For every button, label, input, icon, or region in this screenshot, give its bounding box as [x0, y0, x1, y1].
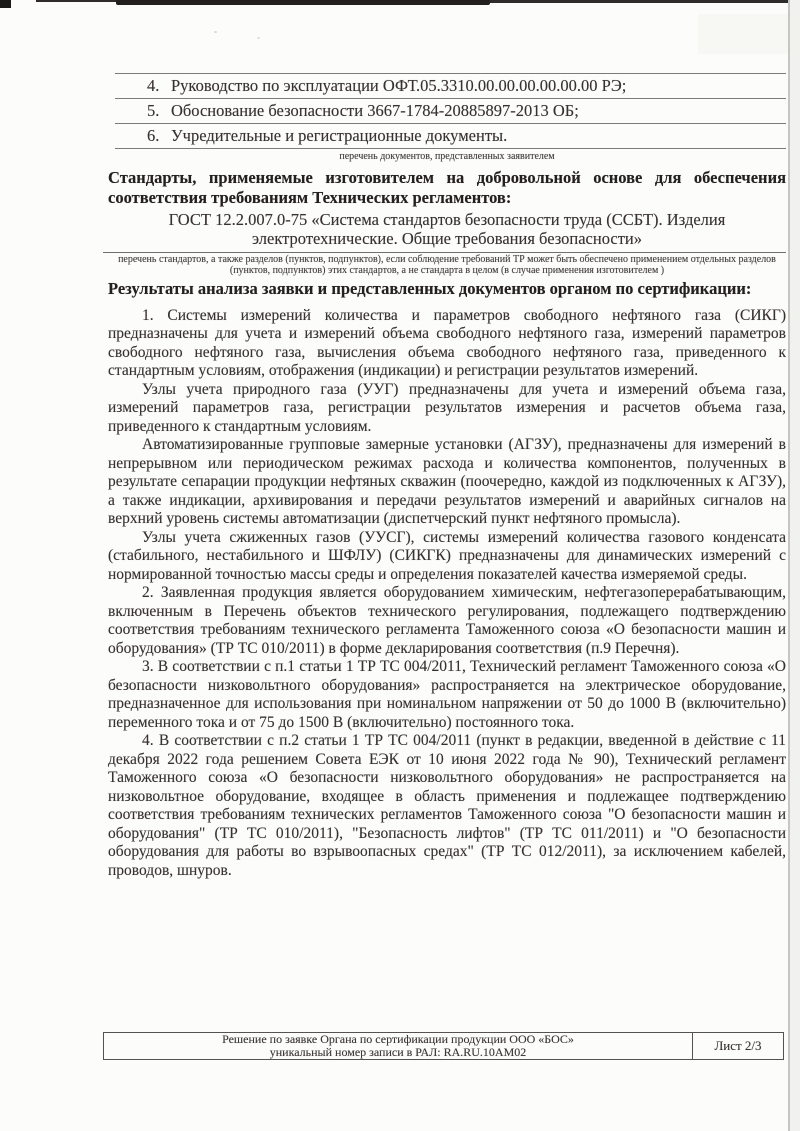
analysis-paragraph: 4. В соответствии с п.2 статьи 1 ТР ТС 004/2011 (пункт в редакции, введенной в действие с 11 декабря 2022 года решением Совета ЕЭК от 10 июня 2022 года № 90), Технический регламент Таможенного союза «О безопасности низковольтного оборудования» не распространяется на низковольтное оборудование, входящее в область применения и подлежащее подтверждению соответствия требованиям технических регламентов Таможенного союза "О безопасности машин и оборудования" (ТР ТС 010/2011), "Безопасность лифтов" (ТР ТС 011/2011) и "О безопасности оборудования для работы во взрывоопасных средах" (ТР ТС 012/2011), за исключением кабелей, проводов, шнуров.	[108, 732, 786, 879]
list-item	[115, 123, 786, 148]
analysis-paragraph: 3. В соответствии с п.1 статьи 1 ТР ТС 004/2011, Технический регламент Таможенного союза «О безопасности низковольтного оборудования» распространяется на электрическое оборудование, предназначенное для использования при номинальном напряжении от 50 до 1000 В (включительно) переменного тока и от 75 до 1500 В (включительно) постоянного тока.	[108, 658, 786, 731]
document-body	[108, 73, 786, 880]
item-text: Руководство по эксплуатации ОФТ.05.3310.00.00.00.00.00.00 РЭ;	[171, 76, 627, 95]
results-heading: Результаты анализа заявки и представленных документов органом по сертификации:	[108, 279, 752, 298]
item-number: 6.	[147, 126, 160, 145]
sheet-number: Лист 2/3	[714, 1038, 762, 1053]
analysis-paragraph: Автоматизированные групповые замерные установки (АГЗУ), предназначены для измерений в непрерывном или периодическом режимах расхода и количества компонентов, полученных в результате сепарации продукции нефтяных скважин (поочередно, каждой из подключенных к АГЗУ), а также индикации, архивирования и передачи результатов измерений и аварийных сигналов на верхний уровень системы автоматизации (диспетчерский пункт нефтяного промысла).	[108, 436, 786, 527]
list-item	[115, 73, 786, 98]
item-number: 5.	[147, 101, 160, 120]
footer-title-cell	[104, 1033, 692, 1059]
gost-reference	[108, 210, 786, 252]
horizontal-rule	[103, 252, 786, 253]
footer-table	[103, 1032, 784, 1060]
analysis-paragraph: Узлы учета природного газа (УУГ) предназначены для учета и измерений объема газа, измерений параметров газа, регистрации результатов измерения и расчетов объема газа, приведенного к стандартным условиям.	[108, 380, 786, 435]
scan-speck	[257, 37, 260, 39]
analysis-paragraph: Узлы учета сжиженных газов (УУСГ), системы измерений количества газового конденсата (стабильного, нестабильного и ШФЛУ) (СИКГК) предназначены для динамических измерений с нормированной точностью массы среды и определения показателей качества измеряемой среды.	[108, 528, 786, 583]
standards-heading: Стандарты, применяемые изготовителем на добровольной основе для обеспечения соответствия требованиям Технических регламентов:	[108, 168, 786, 207]
analysis-paragraph: 2. Заявленная продукция является оборудованием химическим, нефтегазоперерабатывающим, включенным в Перечень объектов технического регулирования, подлежащего подтверждению соответствия требованиям технического регламента Таможенного союза «О безопасности машин и оборудования» (ТР ТС 010/2011) в форме декларирования соответствия (п.9 Перечня).	[108, 584, 786, 657]
item-text: Учредительные и регистрационные документы.	[171, 126, 508, 145]
footer-title: Решение по заявке Органа по сертификации продукции ООО «БОС»	[222, 1032, 574, 1046]
scan-artifact-top-strip	[116, 0, 490, 5]
item-text: Обоснование безопасности 3667-1784-20885897-2013 ОБ;	[171, 101, 579, 120]
analysis-paragraph: 1. Системы измерений количества и параметров свободного нефтяного газа (СИКГ) предназначены для учета и измерений объема свободного нефтяного газа, измерений параметров свободного нефтяного газа, вычисления объема свободного нефтяного газа, приведенного к стандартным условиям, отображения (индикации) и регистрации результатов измерений.	[108, 306, 786, 379]
footer-record-number: уникальный номер записи в РАЛ: RA.RU.10AM02	[269, 1045, 527, 1059]
gost-reference-line: электротехнические. Общие требования безопасности»	[252, 229, 642, 248]
sheet-number-cell	[692, 1033, 783, 1059]
documents-table-caption: перечень документов, представленных заявителем	[339, 151, 555, 162]
scan-artifact-top-left	[0, 0, 11, 8]
scan-smudge	[698, 14, 790, 54]
item-number: 4.	[147, 76, 160, 95]
scan-artifact-top-strip	[490, 0, 800, 3]
gost-reference-line: ГОСТ 12.2.007.0-75 «Система стандартов безопасности труда (ССБТ). Изделия	[168, 210, 726, 229]
scan-artifact-top-strip	[36, 0, 116, 2]
scan-speck	[214, 31, 217, 33]
page-edge-line	[788, 0, 790, 1131]
page-edge-shadow	[788, 0, 800, 1131]
list-item	[115, 98, 786, 123]
submitted-documents-table	[115, 73, 786, 149]
standards-caption: перечень стандартов, а также разделов (пунктов, подпунктов), если соблюдение требований ТР может быть обеспечено применением отдельных разделов (пунктов, подпунктов) этих стандартов, а не стандарта в целом (в случае применения изготовителем )	[118, 254, 776, 276]
